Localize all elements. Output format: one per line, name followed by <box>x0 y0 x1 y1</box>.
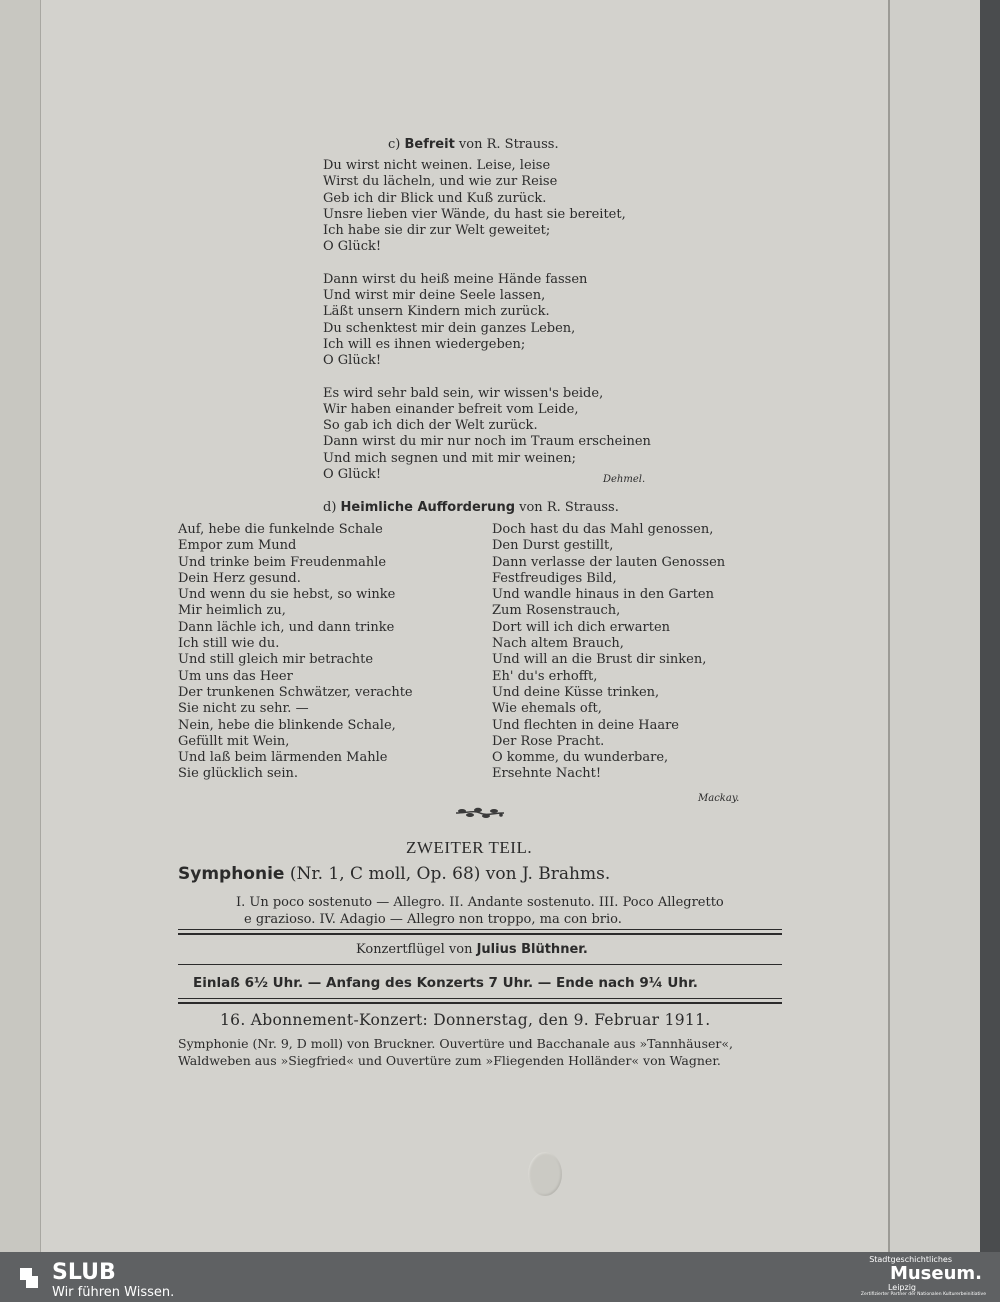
poem-line: Dein Herz gesund. <box>178 570 301 586</box>
section-c-heading <box>388 137 559 152</box>
poem-line: Und still gleich mir betrachte <box>178 652 374 668</box>
piano-note-prefix: Konzertflügel von <box>356 942 473 957</box>
slub-name: SLUB <box>52 1260 116 1285</box>
poem-line: Und trinke beim Freudenmahle <box>178 554 387 570</box>
museum-prefix: Stadtgeschichtliches <box>869 1255 952 1264</box>
poem-line: Dann wirst du heiß meine Hände fassen <box>323 271 588 287</box>
work-title: Symphonie <box>178 864 285 884</box>
poem-line: Und flechten in deine Haare <box>492 717 680 733</box>
movements-line: e grazioso. IV. Adagio — Allegro non troppo, ma con brio. <box>244 912 622 927</box>
poem-line: Wirst du lächeln, und wie zur Reise <box>323 174 558 190</box>
concert-times: Einlaß 6½ Uhr. — Anfang des Konzerts 7 Uhr. — Ende nach 9¼ Uhr. <box>193 975 698 991</box>
poem-line: Geb ich dir Blick und Kuß zurück. <box>323 190 547 206</box>
poem-line: Gefüllt mit Wein, <box>178 733 290 749</box>
museum-cert: Zertifizierter Partner der Nationalen Kulturerbeinitiative <box>860 1292 986 1297</box>
poem-line: Und wandle hinaus in den Garten <box>492 587 714 603</box>
program-line: Waldweben aus »Siegfried« und Ouvertüre zum »Fliegenden Holländer« von Wagner. <box>178 1053 721 1068</box>
poem-line: Empor zum Mund <box>178 538 297 554</box>
footer-bar <box>0 1252 1000 1302</box>
part-two-heading: ZWEITER TEIL. <box>406 838 533 857</box>
composer-name: J. Brahms. <box>522 864 611 884</box>
next-concert-title: 16. Abonnement-Konzert: Donnerstag, den 9. Februar 1911. <box>220 1011 711 1029</box>
song-title: Befreit <box>404 137 455 152</box>
divider-rule <box>178 929 782 930</box>
poem-line: Und wenn du sie hebst, so winke <box>178 587 396 603</box>
divider-rule <box>178 964 782 965</box>
poem-line: Du wirst nicht weinen. Leise, leise <box>323 158 551 173</box>
slub-logo-icon <box>14 1262 44 1292</box>
symphony-line <box>178 864 610 884</box>
stanza <box>323 272 651 370</box>
by-word: von <box>519 500 543 515</box>
movements-line: I. Un poco sostenuto — Allegro. II. Andante sostenuto. III. Poco Allegretto <box>236 895 724 910</box>
poem-line: Den Durst gestillt, <box>492 538 614 554</box>
leaf-ornament-icon <box>452 804 508 822</box>
poem-line: Ich still wie du. <box>178 636 280 652</box>
song-title: Heimliche Aufforderung <box>340 500 515 515</box>
piano-maker: Julius Blüthner. <box>476 942 588 957</box>
composer-name: R. Strauss. <box>546 500 619 515</box>
poem-right-column <box>492 522 725 783</box>
poem-line: Dann lächle ich, und dann trinke <box>178 619 395 635</box>
poet-credit-dehmel: Dehmel. <box>603 474 646 485</box>
by-word: von <box>458 137 483 152</box>
next-concert-program <box>178 1035 733 1069</box>
scan-border <box>980 0 1000 1252</box>
poem-line: Es wird sehr bald sein, wir wissen's beide, <box>323 385 604 401</box>
piano-note <box>356 942 588 957</box>
poem-line: Mir heimlich zu, <box>178 603 286 619</box>
poem-line: O komme, du wunderbare, <box>492 750 669 766</box>
poem-line: So gab ich dich der Welt zurück. <box>323 418 538 434</box>
poem-line: Und laß beim lärmenden Mahle <box>178 750 388 766</box>
poem-line: Dann wirst du mir nur noch im Traum erscheinen <box>323 434 651 450</box>
slub-tagline: Wir führen Wissen. <box>52 1285 175 1300</box>
poem-line: Ich habe sie dir zur Welt geweitet; <box>323 223 551 239</box>
poem-line: Der Rose Pracht. <box>492 733 605 749</box>
poem-line: Doch hast du das Mahl genossen, <box>492 522 714 537</box>
ornament-vignette <box>452 804 508 826</box>
poem-line: Und wirst mir deine Seele lassen, <box>323 288 546 304</box>
program-line: Symphonie (Nr. 9, D moll) von Bruckner. Ouvertüre und Bacchanale aus »Tannhäuser«, <box>178 1036 734 1051</box>
poem-left-column <box>178 522 413 783</box>
work-details: (Nr. 1, C moll, Op. 68) von <box>289 864 517 884</box>
section-label: d) <box>323 500 337 515</box>
poem-line: Und will an die Brust dir sinken, <box>492 652 707 668</box>
poet-credit-mackay: Mackay. <box>698 793 740 804</box>
composer-name: R. Strauss. <box>486 137 559 152</box>
poem-line: Läßt unsern Kindern mich zurück. <box>323 304 550 320</box>
poem-line: Sie glücklich sein. <box>178 766 299 782</box>
museum-name: Museum. <box>889 1263 982 1284</box>
poem-line: Ersehnte Nacht! <box>492 766 602 782</box>
divider-rule <box>178 933 782 935</box>
poem-befreit <box>323 158 651 483</box>
poem-line: Der trunkenen Schwätzer, verachte <box>178 684 413 700</box>
poem-line: Nein, hebe die blinkende Schale, <box>178 717 396 733</box>
poem-line: Und deine Küsse trinken, <box>492 684 660 700</box>
poem-line: Unsre lieben vier Wände, du hast sie bereitet, <box>323 206 626 222</box>
museum-city: Leipzig <box>887 1283 916 1292</box>
section-d-heading <box>323 500 619 515</box>
poem-line: Und mich segnen und mit mir weinen; <box>323 450 576 466</box>
stanza <box>323 386 651 484</box>
poem-line: Wir haben einander befreit vom Leide, <box>323 401 579 417</box>
poem-line: Zum Rosenstrauch, <box>492 603 621 619</box>
movements <box>236 894 724 928</box>
poem-line: O Glück! <box>323 353 382 369</box>
section-label: c) <box>388 137 401 152</box>
divider-rule <box>178 1002 782 1004</box>
poem-line: Ich will es ihnen wiedergeben; <box>323 336 526 352</box>
poem-line: Festfreudiges Bild, <box>492 570 617 586</box>
left-page-edge <box>0 0 41 1252</box>
poem-line: Nach altem Brauch, <box>492 636 624 652</box>
poem-line: Sie nicht zu sehr. — <box>178 701 309 717</box>
poem-line: Du schenktest mir dein ganzes Leben, <box>323 320 576 336</box>
emboss-stamp <box>528 1152 562 1196</box>
poem-line: Dort will ich dich erwarten <box>492 619 671 635</box>
poem-line: Eh' du's erhofft, <box>492 668 598 684</box>
poem-line: Um uns das Heer <box>178 668 293 684</box>
poem-line: Dann verlasse der lauten Genossen <box>492 554 726 570</box>
poem-line: O Glück! <box>323 467 382 483</box>
divider-rule <box>178 998 782 999</box>
poem-line: O Glück! <box>323 239 382 255</box>
poem-line: Wie ehemals oft, <box>492 701 602 717</box>
poem-line: Auf, hebe die funkelnde Schale <box>178 522 383 537</box>
stanza <box>323 158 651 256</box>
